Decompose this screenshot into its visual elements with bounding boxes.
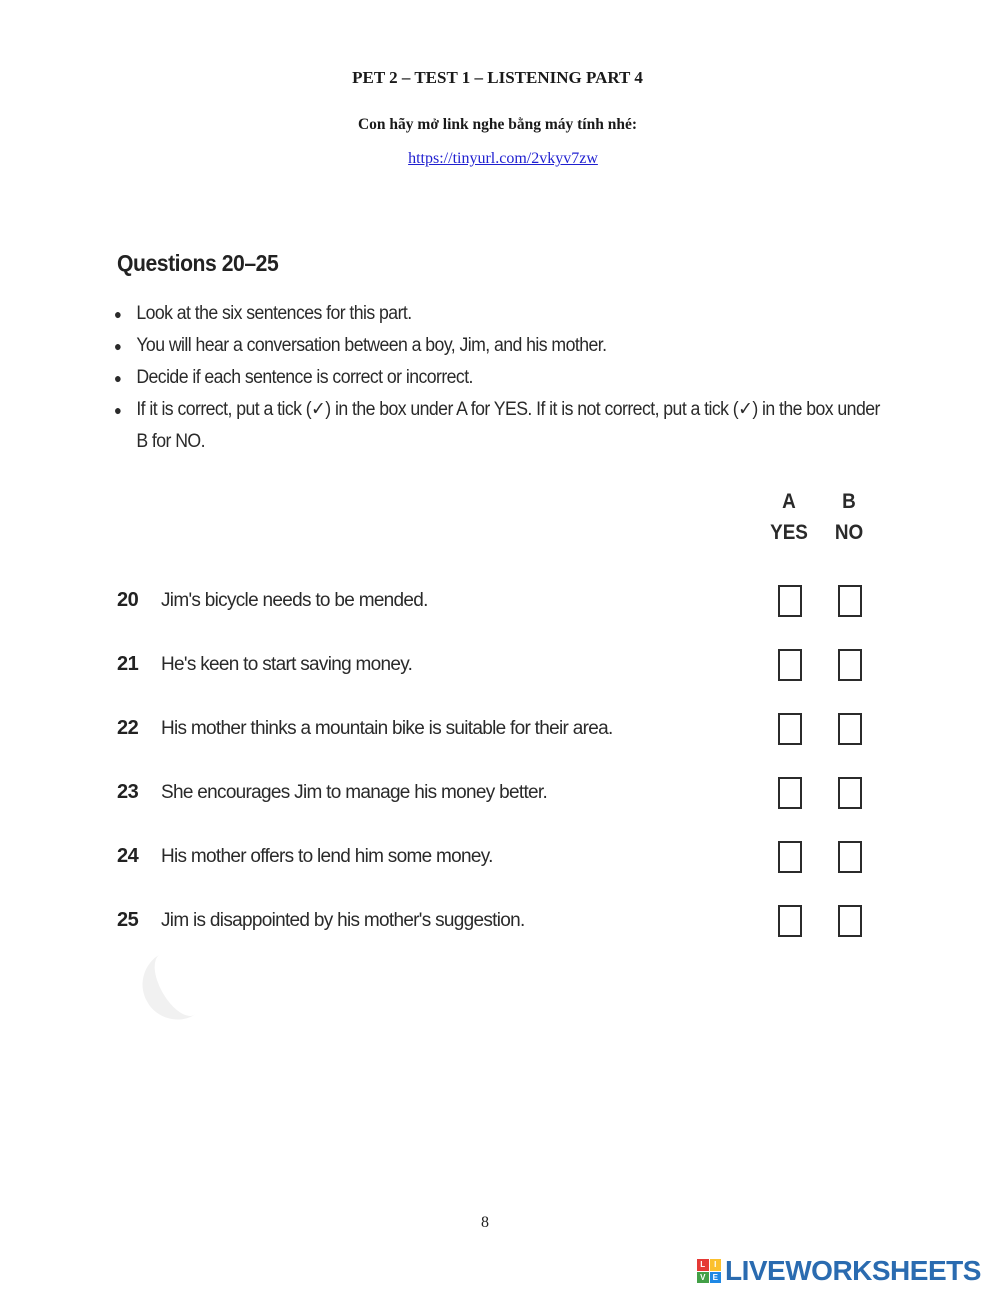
question-number: 24: [117, 845, 139, 867]
question-row: [117, 781, 877, 821]
question-text: He's keen to start saving money.: [161, 654, 413, 675]
question-number: 22: [117, 717, 139, 739]
no-checkbox[interactable]: [838, 841, 862, 873]
question-row: [117, 589, 877, 629]
yes-checkbox[interactable]: [778, 841, 802, 873]
question-text: Jim is disappointed by his mother's suggestion.: [161, 910, 525, 931]
section-heading: Questions 20–25: [117, 250, 279, 276]
question-text: Jim's bicycle needs to be mended.: [161, 590, 428, 611]
question-text: His mother thinks a mountain bike is suitable for their area.: [161, 718, 613, 739]
no-checkbox[interactable]: [838, 905, 862, 937]
listening-link-anchor[interactable]: https://tinyurl.com/2vkyv7zw: [408, 150, 598, 167]
column-a-letter: A: [782, 490, 796, 513]
listening-link[interactable]: [0, 150, 1000, 168]
document-title: PET 2 – TEST 1 – LISTENING PART 4: [352, 68, 643, 87]
question-row: [117, 717, 877, 757]
yes-checkbox[interactable]: [778, 713, 802, 745]
instruction-item: [114, 298, 849, 330]
question-row: [117, 653, 877, 693]
document-subtitle: Con hãy mở link nghe bằng máy tính nhé:: [357, 116, 638, 133]
no-checkbox[interactable]: [838, 585, 862, 617]
logo-tile: I: [710, 1259, 722, 1271]
instruction-text: You will hear a conversation between a boy, Jim, and his mother.: [136, 335, 607, 356]
brand-logo[interactable]: [697, 1256, 981, 1286]
no-checkbox[interactable]: [838, 649, 862, 681]
question-text: His mother offers to lend him some money.: [161, 846, 493, 867]
logo-tile: E: [710, 1272, 722, 1284]
bullet-icon: ●: [114, 402, 122, 418]
bullet-icon: ●: [114, 306, 122, 322]
liveworksheets-logo-icon: [697, 1259, 721, 1283]
instruction-item: [114, 330, 849, 362]
yes-checkbox[interactable]: [778, 649, 802, 681]
question-number: 20: [117, 589, 139, 611]
yes-checkbox[interactable]: [778, 585, 802, 617]
question-text: She encourages Jim to manage his money better.: [161, 782, 548, 803]
yes-checkbox[interactable]: [778, 777, 802, 809]
logo-tile: L: [697, 1259, 709, 1271]
column-a-label: YES: [770, 521, 808, 544]
page-number: 8: [481, 1214, 489, 1231]
instruction-text: If it is correct, put a tick (✓) in the box under A for YES. If it is not correct, put a tick (✓) in the box under B for NO.: [136, 399, 880, 452]
question-number: 25: [117, 909, 139, 931]
column-b-label: NO: [834, 521, 864, 544]
instructions-list: [114, 298, 904, 458]
column-b-letter: B: [842, 490, 856, 513]
instruction-text: Decide if each sentence is correct or incorrect.: [136, 367, 473, 388]
logo-tile: V: [697, 1272, 709, 1284]
brand-name: LIVEWORKSHEETS: [725, 1255, 981, 1286]
no-checkbox[interactable]: [838, 713, 862, 745]
instruction-item: [114, 362, 849, 394]
bullet-icon: ●: [114, 370, 122, 386]
instruction-item: [114, 394, 880, 458]
question-number: 21: [117, 653, 139, 675]
question-row: [117, 845, 877, 885]
question-number: 23: [117, 781, 139, 803]
no-checkbox[interactable]: [838, 777, 862, 809]
yes-checkbox[interactable]: [778, 905, 802, 937]
instruction-text: Look at the six sentences for this part.: [136, 303, 412, 324]
bullet-icon: ●: [114, 338, 122, 354]
